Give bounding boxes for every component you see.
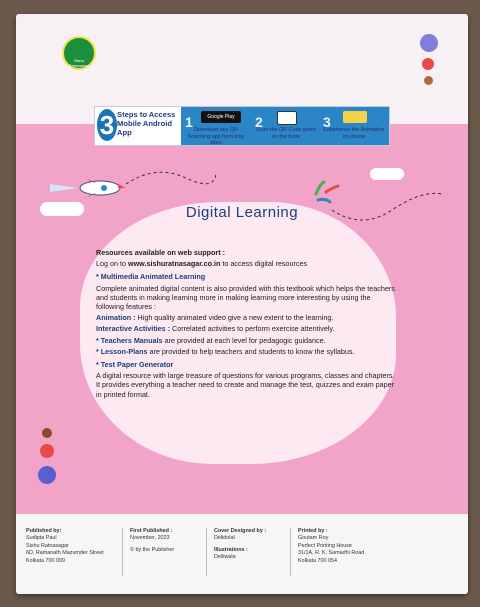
printed-line: Goutam Roy	[298, 535, 329, 542]
feature-item	[96, 347, 396, 356]
publication-footer	[16, 514, 468, 594]
copyright-text: © by the Publisher	[130, 546, 175, 553]
feature-item	[96, 336, 396, 345]
decor-dot-brown	[424, 76, 433, 85]
step-3	[323, 110, 385, 142]
qr-code-icon	[277, 111, 297, 125]
feature-text: Correlated activities to perform exercise attentively.	[170, 324, 335, 334]
step-description: Download any QR Scanning app from play store	[187, 127, 245, 146]
published-line: 6D, Ramanath Mazumder Street	[26, 550, 104, 557]
cover-design-info	[214, 528, 284, 562]
publisher-logo	[62, 36, 96, 70]
published-line: Sudipta Paul	[26, 535, 57, 542]
resources-content	[96, 248, 396, 401]
decor-dot-purple	[420, 34, 438, 52]
login-line	[96, 259, 396, 268]
illustrations-value: Delliwala	[214, 554, 236, 561]
decor-dot-red	[422, 58, 434, 70]
feature-label: Animation :	[96, 313, 136, 323]
step-description: Scan the QR Code given on the book	[256, 127, 316, 140]
paint-strokes-icon	[312, 180, 342, 204]
cloud-decoration	[370, 168, 404, 180]
step-1	[185, 110, 247, 146]
printed-line: Kolkata 700 054	[298, 557, 337, 564]
illustrations-label: Illustrations :	[214, 546, 248, 553]
dashed-trail-decoration	[126, 164, 216, 194]
website-link: www.sishuratnasagar.co.in	[127, 259, 221, 269]
animation-icon	[343, 111, 367, 123]
cover-designed-value: Delidolal	[214, 535, 235, 542]
steps-number: 3	[97, 109, 117, 141]
feature-label: * Teachers Manuals	[96, 335, 163, 345]
login-post: to access digital resources	[220, 259, 308, 269]
printed-line: 31/1A, R. K. Samadhi Road	[298, 550, 365, 557]
step-2	[255, 110, 317, 142]
decor-dot-purple	[38, 466, 56, 484]
first-published-label: First Published :	[130, 528, 173, 534]
feature-item	[96, 313, 396, 322]
logo-text: Sishu Ratnasagar	[68, 58, 90, 68]
published-label: Published by:	[26, 528, 62, 534]
multimedia-title: * Multimedia Animated Learning	[96, 272, 206, 282]
first-published-value: November, 2023	[130, 535, 170, 542]
decor-dot-brown	[42, 428, 52, 438]
multimedia-text: Complete animated digital content is also provided with this textbook which helps the teachers and students in making learning more in making learning more interesting by using the following features :	[96, 283, 395, 312]
step-number: 2	[255, 114, 263, 130]
book-back-cover	[16, 14, 468, 594]
login-pre: Log on to	[96, 259, 128, 269]
feature-text: are provided to help teachers and students to know the syllabus.	[147, 346, 355, 356]
printer-info	[298, 528, 398, 565]
publisher-info	[26, 528, 118, 565]
divider	[122, 528, 123, 576]
divider	[290, 528, 291, 576]
step-description: Experience the Animation on phone	[323, 127, 385, 140]
decor-dot-red	[40, 444, 54, 458]
divider	[206, 528, 207, 576]
printed-by-label: Printed by :	[298, 528, 328, 534]
step-number: 1	[185, 114, 193, 130]
first-published-info	[130, 528, 200, 554]
banner-title: Steps to Access Mobile Android App	[117, 110, 176, 137]
resources-title: Resources available on web support :	[96, 248, 226, 257]
feature-label: Interactive Activities :	[96, 324, 171, 334]
feature-text: High quality animated video give a new extent to the learning.	[135, 313, 334, 323]
google-play-icon: Google Play	[201, 111, 241, 123]
feature-text: are provided at each level for pedagogic guidance.	[162, 335, 326, 345]
feature-label: * Lesson-Plans	[96, 346, 148, 356]
step-number: 3	[323, 114, 331, 130]
android-app-steps-banner	[94, 106, 390, 146]
cover-designed-label: Cover Designed by :	[214, 528, 267, 534]
test-paper-title: * Test Paper Generator	[96, 360, 174, 370]
published-line: Kolkata 700 009	[26, 557, 65, 564]
printed-line: Perfect Printing House	[298, 542, 352, 549]
published-line: Sishu Ratnasagar	[26, 542, 69, 549]
rocket-icon	[48, 176, 128, 198]
page-heading: Digital Learning	[185, 204, 299, 221]
feature-item	[96, 324, 396, 333]
test-paper-text: A digital resource with large treasure of questions for various programs, classes and chapters. It provides everything a teacher need to create and manage the test, quizzes and exam paper in printed format.	[96, 371, 395, 399]
